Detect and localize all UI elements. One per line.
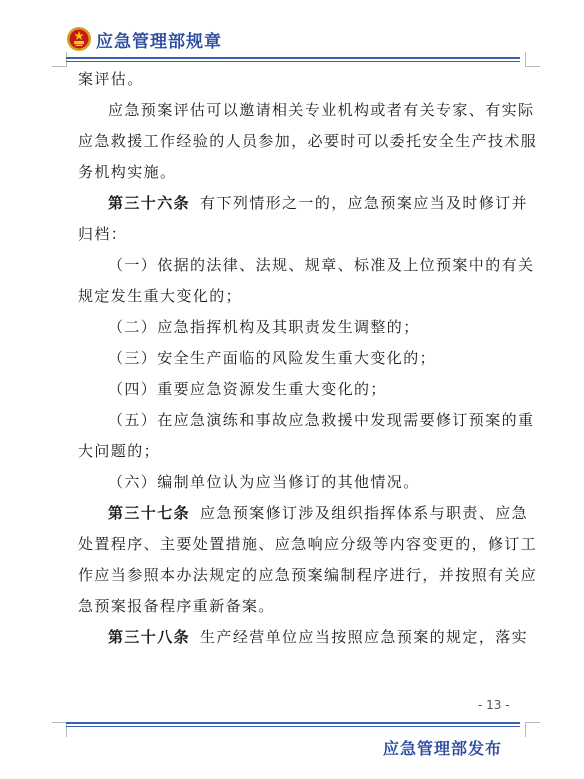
text-line xyxy=(78,281,518,312)
footer-rule xyxy=(66,722,520,724)
text-line xyxy=(78,467,518,498)
text-line xyxy=(78,343,518,374)
line-text: 大问题的； xyxy=(78,442,161,460)
article-number: 第三十八条 xyxy=(108,628,191,646)
text-line xyxy=(78,374,518,405)
text-line xyxy=(78,622,529,653)
line-text: 有下列情形之一的，应急预案应当及时修订并 xyxy=(200,194,529,212)
footer-publisher: 应急管理部发布 xyxy=(383,739,503,758)
line-text: 生产经营单位应当按照应急预案的规定，落实 xyxy=(200,628,529,646)
line-text: 规定发生重大变化的； xyxy=(78,287,243,305)
crop-mark-top-left xyxy=(52,52,67,67)
crop-mark-bottom-left xyxy=(52,722,67,737)
text-line xyxy=(78,312,518,343)
article-number: 第三十六条 xyxy=(108,194,191,212)
text-line xyxy=(78,188,529,219)
line-text: 急预案报备程序重新备案。 xyxy=(78,597,275,615)
text-line xyxy=(78,436,518,467)
text-line xyxy=(78,560,538,591)
crop-mark-bottom-right xyxy=(525,722,540,737)
text-line xyxy=(78,250,535,281)
crop-mark-top-right xyxy=(525,52,540,67)
page-number: - 13 - xyxy=(478,698,510,712)
text-line xyxy=(78,64,518,95)
line-text: （五）在应急演练和事故应急救援中发现需要修订预案的重 xyxy=(108,411,535,429)
text-line xyxy=(78,498,529,529)
header-rule xyxy=(66,57,520,59)
line-text: 处置程序、主要处置措施、应急响应分级等内容变更的，修订工 xyxy=(78,535,538,553)
footer-rule-thin xyxy=(66,726,520,727)
line-text: （三）安全生产面临的风险发生重大变化的； xyxy=(108,349,437,367)
line-text: 应急预案评估可以邀请相关专业机构或者有关专家、有实际 xyxy=(108,101,535,119)
national-emblem-icon xyxy=(66,26,92,52)
line-text: 应急预案修订涉及组织指挥体系与职责、应急 xyxy=(200,504,529,522)
line-text: 归档： xyxy=(78,225,128,243)
text-line xyxy=(78,591,518,622)
text-line xyxy=(78,405,535,436)
regulation-text xyxy=(78,64,538,653)
text-line xyxy=(78,219,518,250)
page-header xyxy=(66,24,520,58)
text-line xyxy=(78,157,518,188)
line-text: （一）依据的法律、法规、规章、标准及上位预案中的有关 xyxy=(108,256,535,274)
line-text: （六）编制单位认为应当修订的其他情况。 xyxy=(108,473,420,491)
article-number: 第三十七条 xyxy=(108,504,191,522)
header-rule-thin xyxy=(66,61,520,62)
header-title: 应急管理部规章 xyxy=(96,32,222,52)
text-line xyxy=(78,529,538,560)
text-line xyxy=(78,95,535,126)
line-text: （四）重要应急资源发生重大变化的； xyxy=(108,380,387,398)
line-text: 案评估。 xyxy=(78,70,144,88)
line-text: 应急救援工作经验的人员参加，必要时可以委托安全生产技术服 xyxy=(78,132,538,150)
text-line xyxy=(78,126,538,157)
line-text: 作应当参照本办法规定的应急预案编制程序进行，并按照有关应 xyxy=(78,566,538,584)
line-text: （二）应急指挥机构及其职责发生调整的； xyxy=(108,318,420,336)
line-text: 务机构实施。 xyxy=(78,163,177,181)
